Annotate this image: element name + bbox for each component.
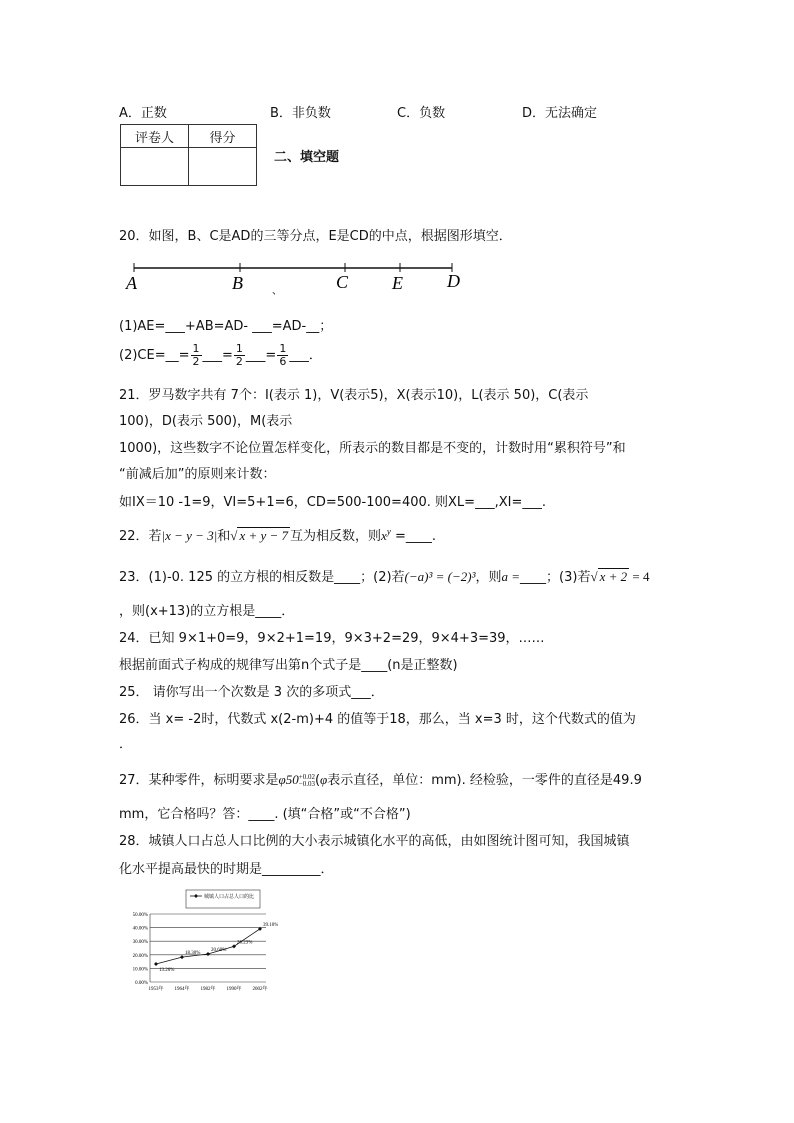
label-e: E (392, 273, 403, 293)
q24-line1: 24．已知 9×1+0=9，9×2+1=19，9×3+2=29，9×4+3=39，…… (119, 631, 545, 646)
q23-line2: ，则(x+13)的立方根是____． (119, 604, 295, 619)
data-point (154, 962, 158, 966)
q21-line2: 100)，D(表示 500)，M(表示 (119, 414, 293, 429)
q21-line4: “前减后加”的原则来计数： (119, 467, 276, 482)
x-tick-label: 1953年 (148, 987, 164, 992)
score-table-cell (121, 148, 189, 186)
score-table-cell (189, 148, 257, 186)
score-table-header-score: 得分 (189, 125, 257, 148)
data-label: 13.26% (159, 967, 175, 973)
q27-line1: 27．某种零件，标明要求是φ50 +0.02 −0.03 (φ表示直径，单位：mm). 经检验，一零件的直径是49.9 (119, 772, 642, 788)
data-point (206, 952, 210, 956)
q25-text: 25． 请你写出一个次数是 3 次的多项式___． (119, 685, 384, 700)
score-table-header-grader: 评卷人 (121, 125, 189, 148)
section-title: 二、填空题 (274, 150, 340, 165)
label-d: D (447, 271, 460, 291)
y-tick-label: 10.00% (132, 967, 148, 973)
label-b: B (232, 273, 243, 293)
q26-line1: 26．当 x= -2时，代数式 x(2-m)+4 的值等于18，那么，当 x=3 时，这个代数式的值为 (119, 712, 636, 727)
stray-mark: 、 (272, 286, 282, 297)
x-tick-label: 2002年 (252, 987, 268, 992)
q24-line2: 根据前面式子构成的规律写出第n个式子是____(n是正整数) (119, 658, 458, 673)
y-tick-label: 40.00% (132, 926, 148, 932)
q20-segment-figure (122, 258, 472, 298)
q21-line1: 21．罗马数字共有 7个：I(表示 1)，V(表示5)，X(表示10)，L(表示 50)，C(表示 (119, 388, 589, 403)
y-tick-label: 30.00% (132, 940, 148, 946)
data-label: 20.60% (211, 947, 227, 953)
y-tick-label: 50.00% (132, 913, 148, 918)
data-label: 18.30% (185, 951, 201, 957)
legend-label: 城镇人口占总人口的比 (204, 894, 255, 900)
label-a: A (126, 273, 137, 293)
x-tick-label: 1990年 (226, 987, 242, 992)
urbanization-line-chart (118, 888, 278, 994)
q28-line1: 28．城镇人口占总人口比例的大小表示城镇化水平的高低，由如图统计图可知，我国城镇 (119, 834, 630, 849)
q20-text: 20．如图，B、C是AD的三等分点，E是CD的中点，根据图形填空． (119, 229, 512, 244)
data-point (180, 955, 184, 959)
q27-line2: mm，它合格吗？答：____. (填“合格”或“不合格”) (119, 807, 411, 822)
data-label: 39.10% (263, 922, 278, 928)
q22-text: 22．若|x − y − 3|和√ x + y − 7 互为相反数，则$x^y$ =____. (119, 526, 436, 544)
y-tick-label: 0.00% (135, 981, 148, 986)
x-tick-label: 1964年 (174, 987, 190, 992)
choice-b: B．非负数 (270, 106, 331, 121)
q28-line2: 化水平提高最快的时期是_________． (119, 862, 334, 877)
y-tick-label: 20.00% (132, 953, 148, 959)
q26-line2: ． (119, 737, 133, 752)
series-line (156, 929, 260, 964)
q21-line3: 1000)，这些数字不论位置怎样变化，所表示的数目都是不变的，计数时用“累积符号”和 (119, 441, 626, 456)
choice-a: A．正数 (119, 106, 167, 121)
q21-line5: 如IX＝10 -1=9，VI=5+1=6，CD=500-100=400. 则XL=___,XI=___. (119, 495, 546, 510)
q20-line1: (1)AE=___+AB=AD- ___=AD-__； (119, 319, 333, 334)
data-label: 26.23% (237, 940, 253, 946)
q20-line2: (2)CE=__= $\frac{1}{2}$ ___= $\frac{1}{2}$ ___= $\frac{1}{6}$ ___． (119, 342, 322, 368)
choice-c: C．负数 (397, 106, 446, 121)
label-c: C (336, 272, 349, 292)
score-table (120, 124, 257, 186)
q23-line1: 23．(1)-0. 125 的立方根的相反数是____；(2)若(−a)³ = (−2)³，则a =____；(3)若√ x + 2 = 4 (119, 569, 650, 585)
x-tick-label: 1982年 (200, 987, 216, 992)
choice-d: D．无法确定 (522, 106, 598, 121)
